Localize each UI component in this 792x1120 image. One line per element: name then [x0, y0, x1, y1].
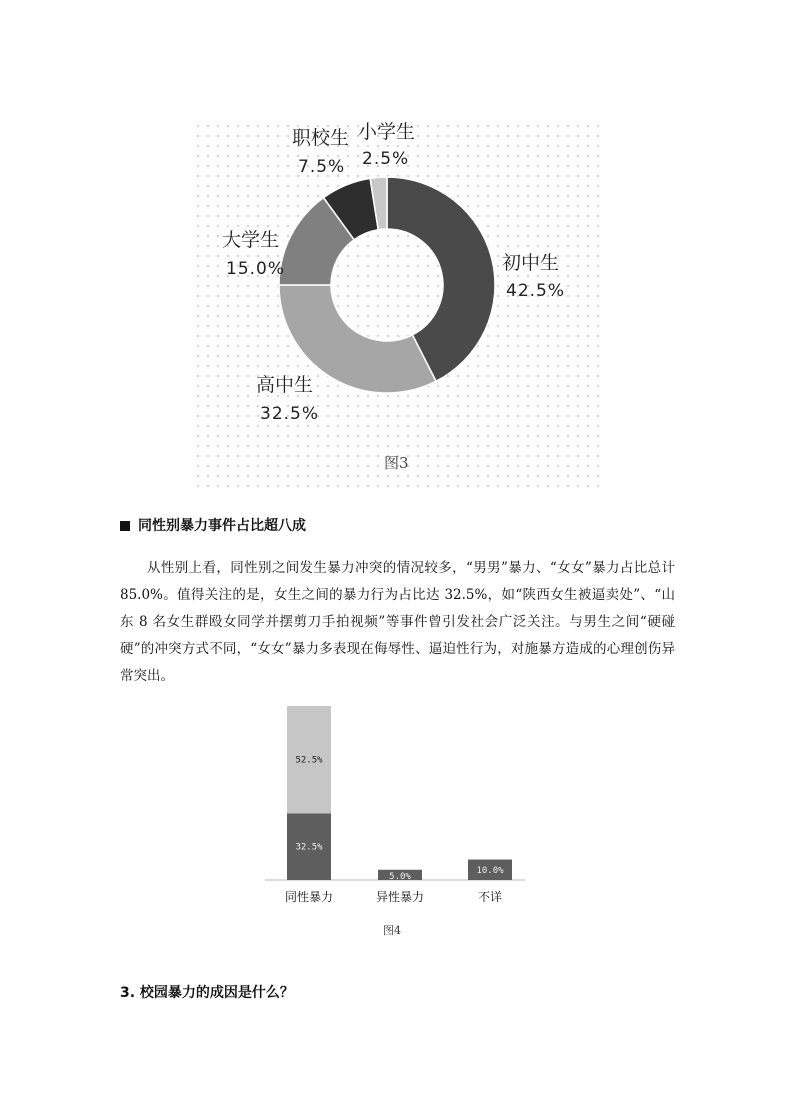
section-heading — [120, 515, 306, 535]
slice-value-3: 7.5% — [298, 157, 346, 177]
figure3-caption: 图3 — [384, 454, 409, 472]
category-label-2: 不详 — [477, 890, 503, 904]
bar-label-0-1: 52.5% — [295, 755, 323, 766]
bar-label-0-0: 32.5% — [295, 842, 323, 853]
figure3-donut-chart — [190, 118, 602, 490]
slice-value-2: 15.0% — [226, 259, 286, 279]
figure4-bar-chart — [255, 700, 545, 910]
section-title: 3. 校园暴力的成因是什么？ — [120, 985, 294, 1001]
slice-value-1: 32.5% — [260, 404, 320, 424]
slice-label-1: 高中生 — [256, 374, 314, 396]
bar-label-2-0: 10.0% — [476, 865, 504, 876]
slice-label-group-1 — [256, 374, 319, 424]
bar-label-1-0: 5.0% — [389, 872, 411, 882]
slice-label-4: 小学生 — [358, 121, 416, 143]
slice-label-group-0 — [502, 252, 565, 301]
square-bullet-icon — [120, 521, 130, 531]
slice-label-group-3 — [292, 127, 349, 177]
category-label-1: 异性暴力 — [375, 890, 425, 904]
figure4-caption: 图4 — [383, 924, 401, 937]
slice-label-group-4 — [358, 121, 415, 169]
slice-label-3: 职校生 — [292, 127, 350, 149]
slice-label-2: 大学生 — [222, 229, 280, 251]
heading-text: 同性别暴力事件占比超八成 — [138, 518, 306, 534]
slice-label-0: 初中生 — [502, 252, 560, 274]
slice-value-0: 42.5% — [506, 281, 566, 301]
body-paragraph: 从性别上看，同性别之间发生暴力冲突的情况较多，“男男”暴力、“女女”暴力占比总计 85.0%。值得关注的是，女生之间的暴力行为占比达 32.5%，如“陕西女生被逼卖处”、“山东 8 名女生群殴女同学并摆剪刀手拍视频”等事件曾引发社会广泛关注。与男生之间“硬碰硬”的冲突方式不同，“女女”暴力多表现在侮辱性、逼迫性行为，对施暴方造成的心理创伤异常突出。 — [120, 560, 675, 684]
category-label-0: 同性暴力 — [284, 890, 334, 904]
slice-value-4: 2.5% — [362, 149, 410, 169]
slice-label-group-2 — [222, 229, 285, 279]
